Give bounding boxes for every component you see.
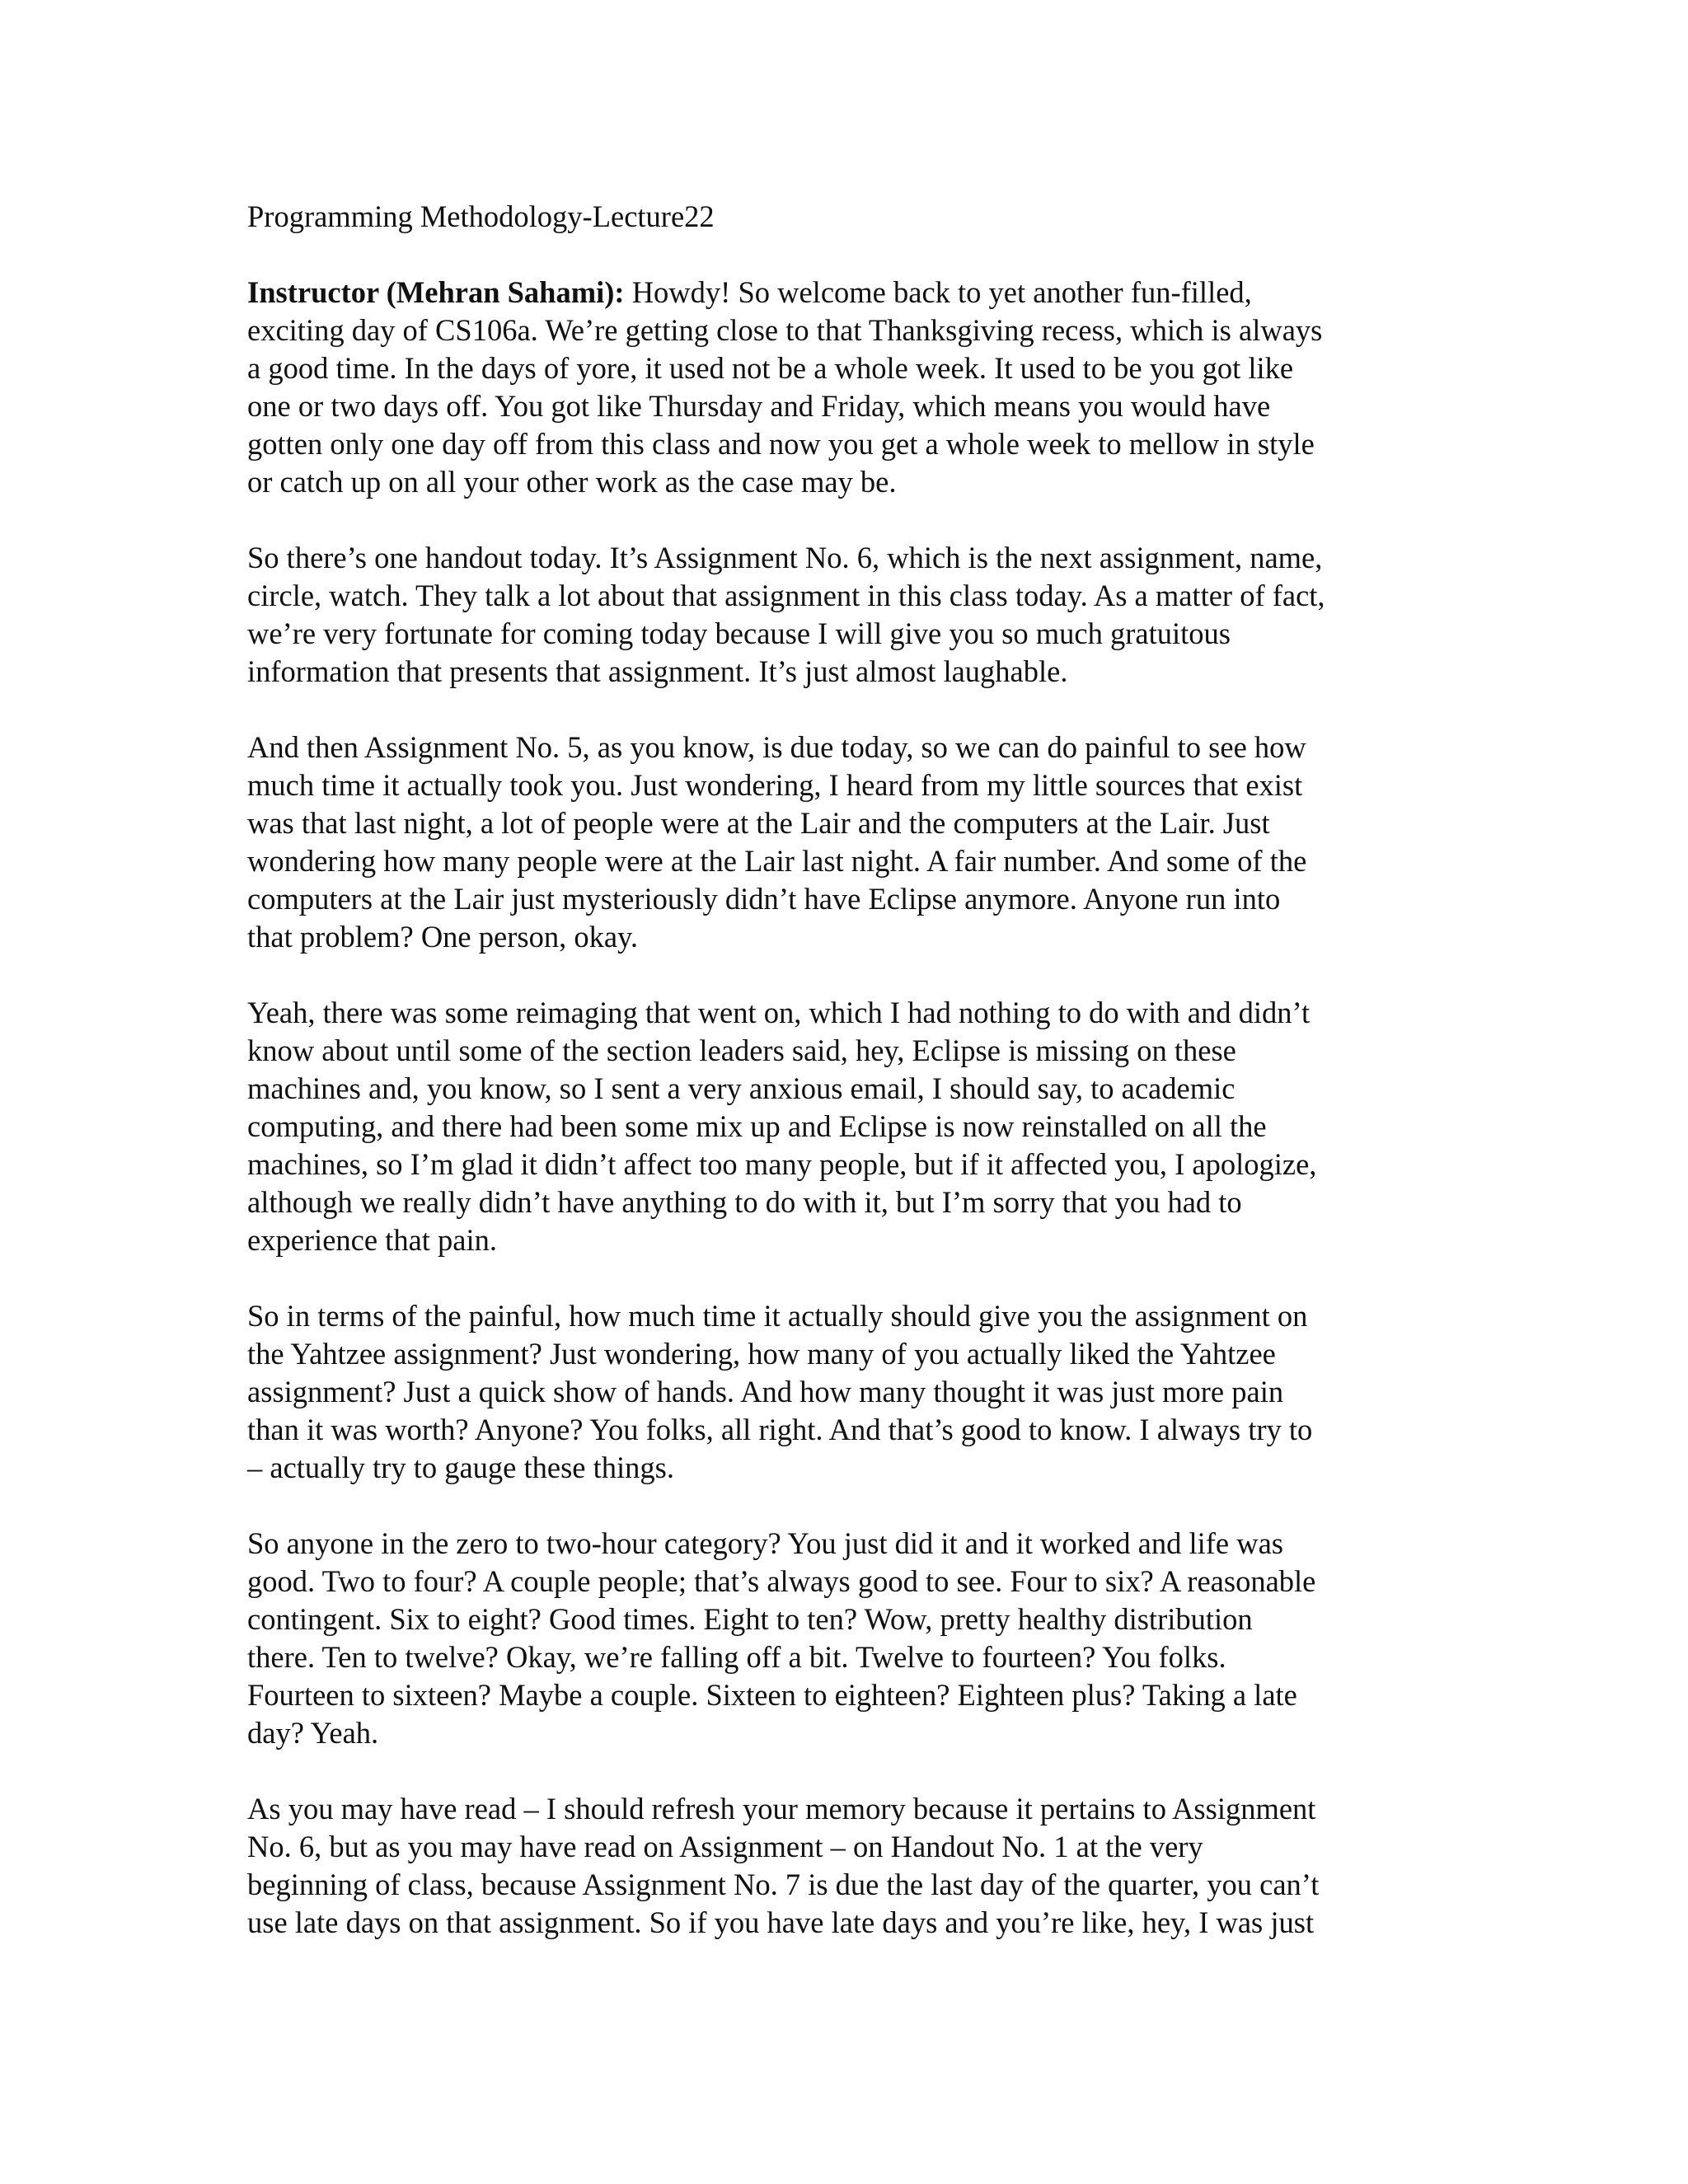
paragraph-line-text: Howdy! So welcome back to yet another fun-filled,: [624, 275, 1252, 309]
paragraph-line: or catch up on all your other work as the case may be.: [247, 465, 897, 499]
paragraph-7: [247, 1790, 1434, 1942]
paragraph-line: one or two days off. You got like Thursday and Friday, which means you would have: [247, 389, 1271, 423]
paragraph-line: computing, and there had been some mix up and Eclipse is now reinstalled on all the: [247, 1109, 1267, 1143]
paragraph-5: [247, 1297, 1434, 1487]
paragraph-line: use late days on that assignment. So if you have late days and you’re like, hey, I was just: [247, 1905, 1315, 1939]
paragraph-line: good. Two to four? A couple people; that’s always good to see. Four to six? A reasonable: [247, 1564, 1316, 1598]
paragraph-line: gotten only one day off from this class and now you get a whole week to mellow in style: [247, 427, 1315, 461]
paragraph-line: than it was worth? Anyone? You folks, all right. And that’s good to know. I always try to: [247, 1413, 1313, 1446]
paragraph-line: the Yahtzee assignment? Just wondering, how many of you actually liked the Yahtzee: [247, 1337, 1276, 1371]
paragraph-line: although we really didn’t have anything to do with it, but I’m sorry that you had to: [247, 1185, 1242, 1219]
paragraph-4: [247, 994, 1434, 1259]
paragraph-line: – actually try to gauge these things.: [247, 1451, 674, 1484]
paragraph-line: So anyone in the zero to two-hour category? You just did it and it worked and life was: [247, 1526, 1283, 1560]
paragraph-line: experience that pain.: [247, 1223, 497, 1257]
paragraph-line: No. 6, but as you may have read on Assignment – on Handout No. 1 at the very: [247, 1830, 1203, 1863]
paragraph-line: And then Assignment No. 5, as you know, is due today, so we can do painful to see how: [247, 730, 1306, 764]
paragraph-line: there. Ten to twelve? Okay, we’re falling off a bit. Twelve to fourteen? You folks.: [247, 1640, 1226, 1674]
paragraph-1: [247, 274, 1434, 501]
paragraph-line: computers at the Lair just mysteriously didn’t have Eclipse anymore. Anyone run into: [247, 882, 1281, 916]
paragraph-line: contingent. Six to eight? Good times. Eight to ten? Wow, pretty healthy distribution: [247, 1602, 1253, 1636]
paragraph-line: assignment? Just a quick show of hands. And how many thought it was just more pain: [247, 1375, 1284, 1408]
paragraph-line: [247, 274, 1434, 312]
document-title: Programming Methodology-Lecture22: [247, 199, 715, 233]
paragraph-line: day? Yeah.: [247, 1716, 379, 1750]
paragraph-line: exciting day of CS106a. We’re getting close to that Thanksgiving recess, which is always: [247, 313, 1323, 347]
paragraph-line: a good time. In the days of yore, it used not be a whole week. It used to be you got like: [247, 351, 1294, 385]
paragraph-line: much time it actually took you. Just wondering, I heard from my little sources that exist: [247, 768, 1303, 802]
paragraph-line: So in terms of the painful, how much time it actually should give you the assignment on: [247, 1299, 1308, 1333]
paragraph-line: Fourteen to sixteen? Maybe a couple. Sixteen to eighteen? Eighteen plus? Taking a late: [247, 1678, 1297, 1712]
paragraph-line: circle, watch. They talk a lot about that assignment in this class today. As a matter of fact,: [247, 579, 1325, 612]
paragraph-line: As you may have read – I should refresh your memory because it pertains to Assignment: [247, 1792, 1316, 1825]
paragraph-line: know about until some of the section leaders said, hey, Eclipse is missing on these: [247, 1033, 1236, 1067]
paragraph-line: machines and, you know, so I sent a very anxious email, I should say, to academic: [247, 1071, 1236, 1105]
paragraph-line: that problem? One person, okay.: [247, 920, 639, 954]
paragraph-6: [247, 1525, 1434, 1752]
paragraph-line: So there’s one handout today. It’s Assignment No. 6, which is the next assignment, name,: [247, 541, 1323, 574]
document-body: [247, 198, 1434, 1980]
speaker-label: Instructor (Mehran Sahami):: [247, 275, 625, 309]
paragraph-line: machines, so I’m glad it didn’t affect too many people, but if it affected you, I apologize,: [247, 1147, 1317, 1181]
paragraph-line: information that presents that assignment. It’s just almost laughable.: [247, 654, 1068, 688]
paragraph-line: wondering how many people were at the Lair last night. A fair number. And some of the: [247, 844, 1307, 878]
paragraph-line: we’re very fortunate for coming today because I will give you so much gratuitous: [247, 616, 1231, 650]
paragraph-3: [247, 729, 1434, 956]
paragraph-2: [247, 539, 1434, 691]
paragraph-line: beginning of class, because Assignment No. 7 is due the last day of the quarter, you can’t: [247, 1868, 1320, 1901]
paragraph-line: was that last night, a lot of people were at the Lair and the computers at the Lair. Just: [247, 806, 1270, 840]
paragraph-line: Yeah, there was some reimaging that went on, which I had nothing to do with and didn’t: [247, 996, 1311, 1029]
